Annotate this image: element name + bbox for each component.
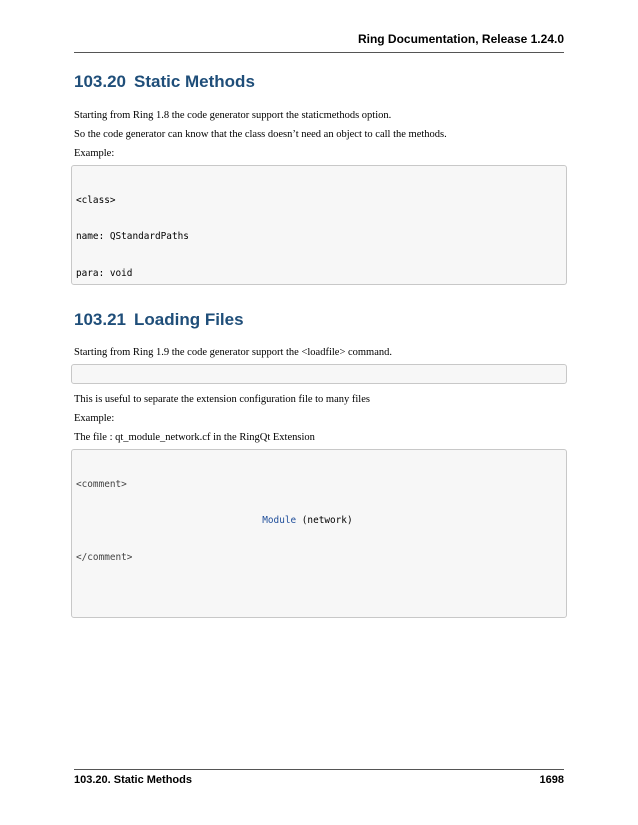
code-indent [76,515,262,526]
paragraph: Example: [74,413,115,424]
paragraph: This is useful to separate the extension configuration file to many files [74,394,370,405]
code-line [76,479,562,491]
paragraph: Starting from Ring 1.9 the code generator support the <loadfile> command. [74,347,393,358]
page-number: 1698 [539,774,564,786]
code-line: para: void [76,268,133,280]
page-header [74,32,564,53]
code-line [76,552,562,564]
code-block-network-module [71,449,567,618]
paragraph: Starting from Ring 1.8 the code generator support the staticmethods option. [74,110,392,121]
code-block-loadfile-syntax [71,364,567,384]
code-tag: <comment> [76,478,127,490]
code-block-static-methods [71,165,567,285]
code-line [76,515,562,527]
code-line: name: QStandardPaths [76,231,189,243]
code-keyword: Module [262,515,297,527]
section-title: Loading Files [134,310,244,329]
section-number: 103.20 [74,72,126,91]
code-tag: </comment> [76,552,133,564]
code-line: <class> [76,194,116,206]
section-heading-loading-files [74,310,244,330]
code-line-blank [76,589,562,601]
section-heading-static-methods [74,72,255,92]
paragraph: The file : qt_module_network.cf in the RingQt Extension [74,432,315,443]
page-footer [74,769,564,786]
section-title: Static Methods [134,72,255,91]
footer-section: 103.20. Static Methods [74,774,192,786]
paragraph: Example: [74,148,115,159]
paragraph: So the code generator can know that the class doesn’t need an object to call the methods. [74,129,447,140]
header-title: Ring Documentation, Release 1.24.0 [357,32,564,46]
section-number: 103.21 [74,310,126,329]
code-text: (network) [296,515,353,527]
